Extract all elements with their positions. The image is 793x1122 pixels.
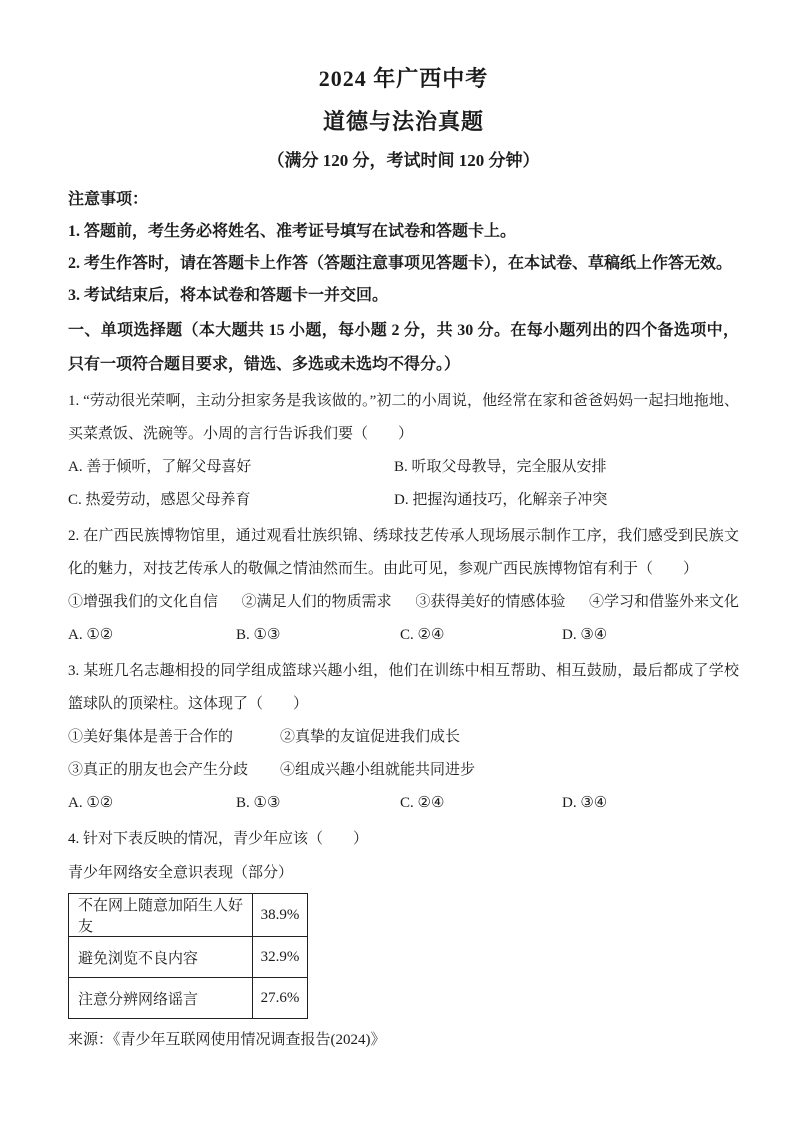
- question-1-option-b: B. 听取父母教导，完全服从安排: [394, 459, 607, 475]
- question-3-stem: 3. 某班几名志趣相投的同学组成篮球兴趣小组，他们在训练中相互帮助、相互鼓励，最后都成了学校篮球队的顶梁柱。这体现了（ ）: [68, 663, 739, 712]
- question-2-options: [68, 619, 739, 652]
- survey-row-2-value: 32.9%: [253, 937, 308, 978]
- notice-heading: 注意事项：: [68, 191, 149, 208]
- question-1: [68, 385, 739, 517]
- question-2: [68, 520, 739, 652]
- exam-subtitle: （满分 120 分，考试时间 120 分钟）: [267, 151, 540, 170]
- question-1-option-a: A. 善于倾听，了解父母喜好: [68, 459, 252, 475]
- question-2-subitem-2: ②满足人们的物质需求: [241, 594, 392, 610]
- question-2-subitem-3: ③获得美好的情感体验: [415, 594, 566, 610]
- question-3-options: [68, 787, 739, 820]
- table-row: [69, 894, 308, 937]
- question-3-option-c: C. ②④: [400, 795, 445, 811]
- question-3-option-b: B. ①③: [236, 795, 281, 811]
- question-2-option-d: D. ③④: [562, 627, 608, 643]
- question-2-option-a: A. ①②: [68, 627, 114, 643]
- survey-row-3-label: 注意分辨网络谣言: [69, 978, 253, 1019]
- question-3: [68, 655, 739, 820]
- table-row: [69, 937, 308, 978]
- survey-row-2-label: 避免浏览不良内容: [69, 937, 253, 978]
- question-3-subitem-4: ④组成兴趣小组就能共同进步: [280, 762, 476, 778]
- exam-title-line2: 道德与法治真题: [322, 109, 484, 134]
- question-3-subitem-1: ①美好集体是善于合作的: [68, 729, 234, 745]
- question-1-options-row-1: [68, 451, 739, 484]
- notice-item-3: 3. 考试结束后，将本试卷和答题卡一并交回。: [68, 287, 389, 304]
- notice-item-2: 2. 考生作答时，请在答题卡上作答（答题注意事项见答题卡），在本试卷、草稿纸上作答无效。: [68, 255, 733, 272]
- question-3-subitems-row-1: [68, 721, 739, 754]
- source-note: 来源：《青少年互联网使用情况调查报告(2024)》: [68, 1032, 386, 1048]
- question-2-option-c: C. ②④: [400, 627, 445, 643]
- question-1-option-c: C. 热爱劳动，感恩父母养育: [68, 492, 251, 508]
- section-heading: 一、单项选择题（本大题共 15 小题，每小题 2 分，共 30 分。在每小题列出的四个备选项中，只有一项符合题目要求，错选、多选或未选均不得分。）: [68, 322, 739, 373]
- table-row: [69, 978, 308, 1019]
- question-2-subitem-4: ④学习和借鉴外来文化: [588, 594, 739, 610]
- question-3-subitem-2: ②真挚的友谊促进我们成长: [280, 729, 461, 745]
- question-4-stem: 4. 针对下表反映的情况，青少年应该（ ）: [68, 831, 369, 847]
- survey-row-3-value: 27.6%: [253, 978, 308, 1019]
- question-1-option-d: D. 把握沟通技巧，化解亲子冲突: [394, 492, 608, 508]
- question-1-stem: 1. “劳动很光荣啊，主动分担家务是我该做的。”初二的小周说，他经常在家和爸爸妈妈一起扫地拖地、买菜煮饭、洗碗等。小周的言行告诉我们要（ ）: [68, 393, 739, 442]
- notice-block: [68, 184, 739, 312]
- survey-table-caption: 青少年网络安全意识表现（部分）: [68, 865, 294, 881]
- survey-table: [68, 893, 308, 1019]
- exam-title-line1: 2024 年广西中考: [318, 66, 489, 91]
- question-1-options-row-2: [68, 484, 739, 517]
- survey-row-1-value: 38.9%: [253, 894, 308, 937]
- question-3-subitem-3: ③真正的朋友也会产生分歧: [68, 762, 249, 778]
- question-3-subitems-row-2: [68, 754, 739, 787]
- question-2-subitems: [68, 586, 739, 619]
- question-3-option-d: D. ③④: [562, 795, 608, 811]
- survey-row-1-label: 不在网上随意加陌生人好友: [69, 894, 253, 937]
- notice-item-1: 1. 答题前，考生务必将姓名、准考证号填写在试卷和答题卡上。: [68, 223, 517, 240]
- question-4: [68, 823, 739, 1056]
- question-2-option-b: B. ①③: [236, 627, 281, 643]
- question-2-subitem-1: ①增强我们的文化自信: [68, 594, 219, 610]
- question-3-option-a: A. ①②: [68, 795, 114, 811]
- question-2-stem: 2. 在广西民族博物馆里，通过观看壮族织锦、绣球技艺传承人现场展示制作工序，我们感受到民族文化的魅力，对技艺传承人的敬佩之情油然而生。由此可见，参观广西民族博物馆有利于（ ）: [68, 528, 739, 577]
